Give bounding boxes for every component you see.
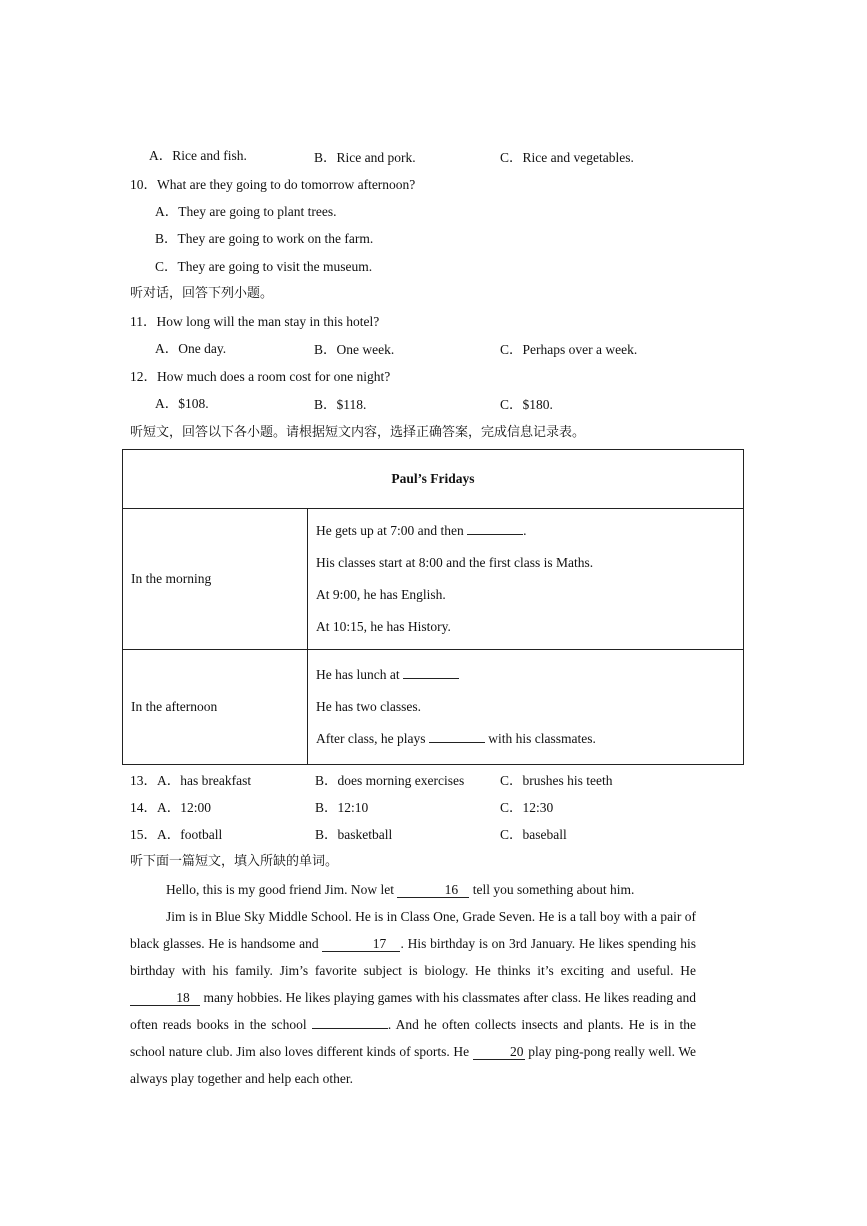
q12-question: 12．How much does a room cost for one night? [130, 369, 391, 384]
q9-option-a: A．Rice and fish. [149, 148, 247, 163]
q14-option-a: 14．A．12:00 [130, 800, 211, 815]
blank-14[interactable] [403, 664, 459, 679]
q15-option-c: C．baseball [500, 827, 567, 842]
q13-option-b: B．does morning exercises [315, 773, 465, 788]
q10-option-a: A．They are going to plant trees. [155, 204, 337, 219]
blank-17[interactable]: 17 [322, 937, 400, 952]
q14-option-b: B．12:10 [315, 800, 369, 815]
table-title: Paul’s Fridays [123, 450, 744, 509]
q14-option-c: C．12:30 [500, 800, 554, 815]
blank-16[interactable]: 16 [397, 883, 469, 898]
q12-option-b: B．$118. [314, 397, 367, 412]
q9-option-c: C．Rice and vegetables. [500, 150, 634, 165]
morning-line-1: He gets up at 7:00 and then . [316, 515, 743, 547]
q13-option-a: 13．A．has breakfast [130, 773, 252, 788]
instruction-dialogue: 听对话，回答下列小题。 [130, 286, 274, 301]
passage-paragraph-1: Hello, this is my good friend Jim. Now let 16 tell you something about him. [166, 882, 635, 897]
q13-option-c: C．brushes his teeth [500, 773, 613, 788]
afternoon-content [308, 650, 744, 765]
q11-option-a: A．One day. [155, 341, 227, 356]
q10-option-b: B．They are going to work on the farm. [155, 231, 374, 246]
q10-question: 10．What are they going to do tomorrow afternoon? [130, 177, 416, 192]
instruction-passage: 听短文，回答以下各小题。请根据短文内容，选择正确答案，完成信息记录表。 [130, 425, 586, 440]
instruction-fill: 听下面一篇短文，填入所缺的单词。 [130, 854, 339, 869]
afternoon-label: In the afternoon [123, 650, 308, 765]
blank-18[interactable]: 18 [130, 991, 200, 1006]
morning-label: In the morning [123, 509, 308, 650]
q11-option-c: C．Perhaps over a week. [500, 342, 638, 357]
blank-13[interactable] [467, 520, 523, 535]
morning-line-2: His classes start at 8:00 and the first class is Maths. [316, 555, 594, 570]
info-record-table [122, 449, 744, 765]
q12-option-a: A．$108. [155, 396, 209, 411]
blank-19[interactable] [312, 1028, 388, 1029]
passage-paragraph-2: Jim is in Blue Sky Middle School. He is in Class One, Grade Seven. He is a tall boy with a pair of black glasses. He is handsome and 17 . His birthday is on 3rd January. He likes spending his birthday with his family. Jim’s favorite subject is biology. He thinks it’s exciting and useful. He 18 many hobbies. He likes playing games with his classmates after class. He likes reading and often reads books in the school . And he often collects insects and plants. He is in the school nature club. Jim also loves different kinds of sports. He 20 play ping-pong really well. We always play together and help each other. [130, 909, 697, 1086]
q15-option-b: B．basketball [315, 827, 393, 842]
q11-question: 11．How long will the man stay in this hotel? [130, 314, 380, 329]
afternoon-line-3: After class, he plays with his classmates. [316, 723, 743, 755]
q11-option-b: B．One week. [314, 342, 395, 357]
q12-option-c: C．$180. [500, 397, 553, 412]
passage [130, 876, 696, 1092]
blank-20[interactable]: 20 [473, 1045, 525, 1060]
blank-15[interactable] [429, 728, 485, 743]
morning-line-3: At 9:00, he has English. [316, 587, 446, 602]
afternoon-line-1: He has lunch at [316, 659, 743, 691]
q10-option-c: C．They are going to visit the museum. [155, 259, 373, 274]
q9-option-b: B．Rice and pork. [314, 150, 416, 165]
afternoon-line-2: He has two classes. [316, 699, 421, 714]
morning-line-4: At 10:15, he has History. [316, 619, 451, 634]
q15-option-a: 15．A．football [130, 827, 223, 842]
morning-content [308, 509, 744, 650]
